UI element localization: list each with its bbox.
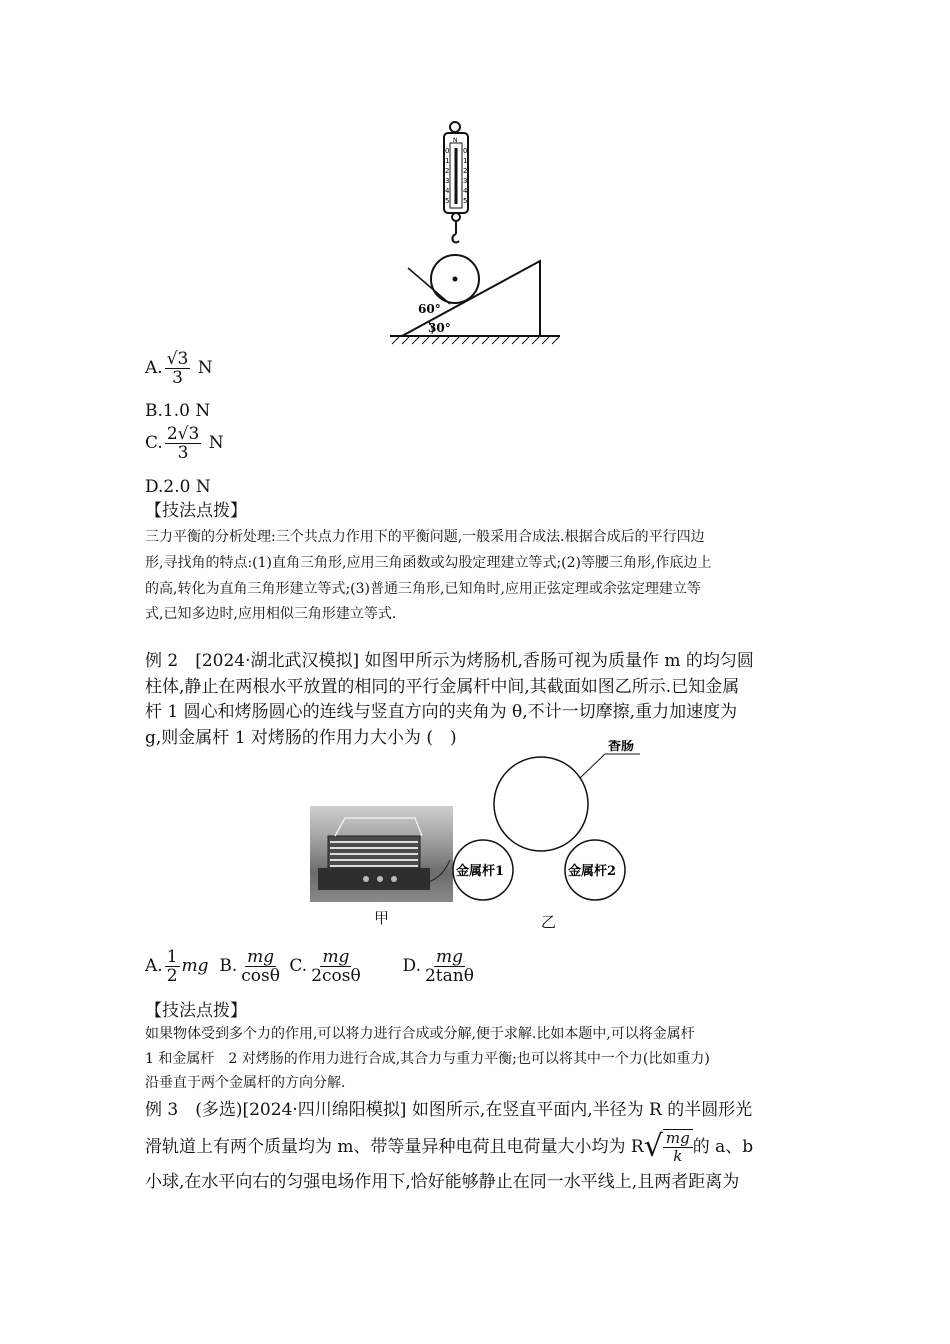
angle-30-label: 30° xyxy=(428,321,451,335)
scale-tick-right: 3 xyxy=(463,177,468,185)
tip-line: 如果物体受到多个力的作用,可以将力进行合成或分解,便于求解.比如本题中,可以将金属杆 xyxy=(145,1026,695,1042)
tip-line: 形,寻找角的特点:(1)直角三角形,应用三角函数或勾股定理建立等式;(2)等腰三角形,作底边上 xyxy=(145,555,712,571)
angle-60-label: 60° xyxy=(418,302,441,316)
q2-options-row xyxy=(145,948,478,985)
tip-line: 三力平衡的分析处理:三个共点力作用下的平衡问题,一般采用合成法.根据合成后的平行四边 xyxy=(145,529,705,545)
scale-tick-right: 4 xyxy=(463,187,468,195)
example-3-line: 小球,在水平向右的匀强电场作用下,恰好能够静止在同一水平线上,且两者距离为 xyxy=(145,1172,740,1192)
option-a[interactable]: A. $\frac{1}{2}$ mg xyxy=(145,947,209,986)
tip-title: 【技法点拨】 xyxy=(145,501,247,521)
sausage-leader-line xyxy=(580,754,605,778)
scale-tick-right: 5 xyxy=(463,197,468,205)
scale-tick-left: 2 xyxy=(445,167,450,175)
option-c[interactable]: C. $\frac{2√3}{3}$ N xyxy=(145,424,224,463)
example-3-line: 例 3 (多选)[2024·四川绵阳模拟] 如图所示,在竖直平面内,半径为 R 的半圆形光 xyxy=(145,1100,753,1120)
option-b[interactable]: B. $\frac{mg}{\cos\theta}$ xyxy=(219,947,280,986)
label-sausage: 香肠 xyxy=(608,740,635,754)
scale-ring xyxy=(450,122,460,132)
scale-tick-left: 5 xyxy=(445,197,450,205)
example-2-line: 例 2 [2024·湖北武汉模拟] 如图甲所示为烤肠机,香肠可视为质量作 m 的均匀圆 xyxy=(145,651,754,671)
sausage-circle xyxy=(494,757,588,851)
tip-line: 式,已知多边时,应用相似三角形建立等式. xyxy=(145,606,397,622)
fraction: $\frac{√3}{3}$ xyxy=(166,349,189,388)
grill-photo xyxy=(310,806,453,902)
tip-title: 【技法点拨】 xyxy=(145,1001,247,1021)
option-b[interactable]: B.1.0 N xyxy=(145,401,211,421)
tip-line: 的高,转化为直角三角形建立等式;(3)普通三角形,已知角时,应用正弦定理或余弦定理建立等 xyxy=(145,581,701,597)
label-rod-1: 金属杆1 xyxy=(456,864,505,879)
option-d[interactable]: D. $\frac{mg}{2\tan\theta}$ xyxy=(402,947,474,986)
caption-jia: 甲 xyxy=(374,909,390,927)
scale-tick-right: 0 xyxy=(463,147,468,155)
scale-tick-left: 3 xyxy=(445,177,450,185)
option-a[interactable]: A. $\frac{√3}{3}$ N xyxy=(145,349,213,388)
scale-tick-left: 4 xyxy=(445,187,450,195)
example-2-line: 杆 1 圆心和烤肠圆心的连线与竖直方向的夹角为 θ,不计一切摩擦,重力加速度为 xyxy=(145,702,738,722)
hook xyxy=(452,234,459,243)
example-3-line: 滑轨道上有两个质量均为 m、带等量异种电荷且电荷量大小均为 R √ mg k 的 a、b xyxy=(145,1129,754,1165)
label-rod-2: 金属杆2 xyxy=(568,864,617,879)
example-2-line: g,则金属杆 1 对烤肠的作用力大小为 ( ) xyxy=(145,728,457,748)
scale-tick-right: 1 xyxy=(463,157,468,165)
fraction: $\frac{2√3}{3}$ xyxy=(166,424,200,463)
scale-tick-left: 1 xyxy=(445,157,450,165)
option-d[interactable]: D.2.0 N xyxy=(145,477,211,497)
tip-line: 沿垂直于两个金属杆的方向分解. xyxy=(145,1075,346,1091)
sqrt-expression: √ mg k xyxy=(644,1127,693,1167)
option-c[interactable]: C. $\frac{mg}{2\cos\theta}$ xyxy=(289,947,361,986)
scale-tick-right: 2 xyxy=(463,167,468,175)
scale-unit: N xyxy=(453,137,458,144)
figure-spring-scale-incline xyxy=(380,118,570,350)
caption-yi: 乙 xyxy=(541,913,557,931)
figure-sausage-cross-section xyxy=(450,740,640,930)
example-2-line: 柱体,静止在两根水平放置的相同的平行金属杆中间,其截面如图乙所示.已知金属 xyxy=(145,677,740,697)
scale-tick-left: 0 xyxy=(445,147,450,155)
tip-line: 1 和金属杆 2 对烤肠的作用力进行合成,其合力与重力平衡;也可以将其中一个力(比如重力) xyxy=(145,1051,710,1067)
